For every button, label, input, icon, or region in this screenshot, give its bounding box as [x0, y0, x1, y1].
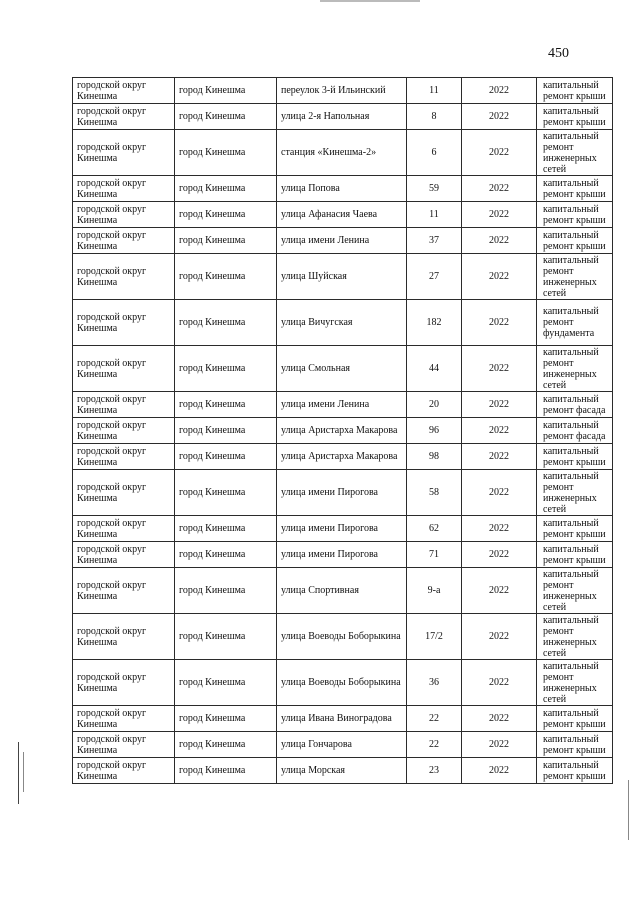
cell-municipality: городской округ Кинешма — [73, 300, 175, 346]
cell-house-number: 96 — [407, 418, 462, 444]
cell-house-number: 20 — [407, 392, 462, 418]
cell-work-type: капитальный ремонт инженерных сетей — [537, 568, 613, 614]
cell-work-type: капитальный ремонт крыши — [537, 732, 613, 758]
table-row — [73, 614, 613, 660]
cell-work-type: капитальный ремонт инженерных сетей — [537, 130, 613, 176]
cell-street: улица Афанасия Чаева — [277, 202, 407, 228]
cell-year: 2022 — [462, 614, 537, 660]
scan-artifact-mark — [23, 752, 24, 792]
cell-year: 2022 — [462, 732, 537, 758]
cell-municipality: городской округ Кинешма — [73, 732, 175, 758]
table-row — [73, 758, 613, 784]
cell-street: улица имени Пирогова — [277, 542, 407, 568]
cell-settlement: город Кинешма — [175, 392, 277, 418]
cell-municipality: городской округ Кинешма — [73, 418, 175, 444]
cell-street: улица имени Пирогова — [277, 470, 407, 516]
cell-house-number: 98 — [407, 444, 462, 470]
cell-settlement: город Кинешма — [175, 660, 277, 706]
table-row — [73, 300, 613, 346]
table-row — [73, 176, 613, 202]
cell-house-number: 182 — [407, 300, 462, 346]
cell-street: улица 2-я Напольная — [277, 104, 407, 130]
cell-municipality: городской округ Кинешма — [73, 78, 175, 104]
cell-year: 2022 — [462, 130, 537, 176]
cell-street: улица Попова — [277, 176, 407, 202]
table-row — [73, 516, 613, 542]
cell-municipality: городской округ Кинешма — [73, 104, 175, 130]
cell-work-type: капитальный ремонт фундамента — [537, 300, 613, 346]
cell-year: 2022 — [462, 470, 537, 516]
cell-work-type: капитальный ремонт крыши — [537, 228, 613, 254]
cell-municipality: городской округ Кинешма — [73, 470, 175, 516]
cell-house-number: 37 — [407, 228, 462, 254]
cell-year: 2022 — [462, 254, 537, 300]
scan-artifact-line — [320, 0, 420, 2]
repair-plan-table — [72, 77, 613, 784]
cell-work-type: капитальный ремонт крыши — [537, 104, 613, 130]
cell-year: 2022 — [462, 176, 537, 202]
cell-house-number: 8 — [407, 104, 462, 130]
cell-year: 2022 — [462, 706, 537, 732]
cell-settlement: город Кинешма — [175, 732, 277, 758]
cell-street: улица Воеводы Боборыкина — [277, 614, 407, 660]
cell-work-type: капитальный ремонт крыши — [537, 176, 613, 202]
cell-municipality: городской округ Кинешма — [73, 516, 175, 542]
table-row — [73, 418, 613, 444]
cell-street: переулок 3-й Ильинский — [277, 78, 407, 104]
cell-work-type: капитальный ремонт крыши — [537, 758, 613, 784]
cell-municipality: городской округ Кинешма — [73, 130, 175, 176]
cell-year: 2022 — [462, 78, 537, 104]
cell-house-number: 59 — [407, 176, 462, 202]
cell-work-type: капитальный ремонт крыши — [537, 444, 613, 470]
cell-year: 2022 — [462, 444, 537, 470]
cell-street: улица Шуйская — [277, 254, 407, 300]
cell-municipality: городской округ Кинешма — [73, 176, 175, 202]
cell-work-type: капитальный ремонт инженерных сетей — [537, 470, 613, 516]
cell-year: 2022 — [462, 516, 537, 542]
cell-municipality: городской округ Кинешма — [73, 614, 175, 660]
table-row — [73, 78, 613, 104]
cell-work-type: капитальный ремонт крыши — [537, 516, 613, 542]
cell-settlement: город Кинешма — [175, 176, 277, 202]
cell-house-number: 27 — [407, 254, 462, 300]
cell-street: улица Воеводы Боборыкина — [277, 660, 407, 706]
cell-year: 2022 — [462, 660, 537, 706]
cell-municipality: городской округ Кинешма — [73, 346, 175, 392]
cell-work-type: капитальный ремонт крыши — [537, 78, 613, 104]
cell-street: улица имени Ленина — [277, 228, 407, 254]
table-row — [73, 392, 613, 418]
scan-artifact-mark — [628, 780, 629, 840]
table-row — [73, 732, 613, 758]
cell-settlement: город Кинешма — [175, 104, 277, 130]
cell-settlement: город Кинешма — [175, 228, 277, 254]
cell-municipality: городской округ Кинешма — [73, 542, 175, 568]
table-row — [73, 470, 613, 516]
table-row — [73, 542, 613, 568]
cell-settlement: город Кинешма — [175, 444, 277, 470]
cell-street: улица Вичугская — [277, 300, 407, 346]
cell-settlement: город Кинешма — [175, 758, 277, 784]
cell-street: улица Гончарова — [277, 732, 407, 758]
cell-year: 2022 — [462, 202, 537, 228]
cell-settlement: город Кинешма — [175, 516, 277, 542]
cell-settlement: город Кинешма — [175, 706, 277, 732]
cell-municipality: городской округ Кинешма — [73, 254, 175, 300]
cell-house-number: 44 — [407, 346, 462, 392]
cell-work-type: капитальный ремонт инженерных сетей — [537, 614, 613, 660]
cell-street: улица имени Ленина — [277, 392, 407, 418]
table-row — [73, 228, 613, 254]
cell-house-number: 11 — [407, 202, 462, 228]
cell-settlement: город Кинешма — [175, 202, 277, 228]
cell-street: улица Аристарха Макарова — [277, 418, 407, 444]
cell-year: 2022 — [462, 568, 537, 614]
cell-year: 2022 — [462, 104, 537, 130]
cell-settlement: город Кинешма — [175, 542, 277, 568]
cell-house-number: 58 — [407, 470, 462, 516]
cell-settlement: город Кинешма — [175, 614, 277, 660]
cell-street: улица имени Пирогова — [277, 516, 407, 542]
cell-house-number: 22 — [407, 706, 462, 732]
cell-municipality: городской округ Кинешма — [73, 444, 175, 470]
cell-street: улица Ивана Виноградова — [277, 706, 407, 732]
cell-municipality: городской округ Кинешма — [73, 202, 175, 228]
cell-street: улица Морская — [277, 758, 407, 784]
cell-settlement: город Кинешма — [175, 418, 277, 444]
cell-house-number: 62 — [407, 516, 462, 542]
cell-house-number: 71 — [407, 542, 462, 568]
cell-year: 2022 — [462, 300, 537, 346]
cell-work-type: капитальный ремонт инженерных сетей — [537, 346, 613, 392]
cell-house-number: 17/2 — [407, 614, 462, 660]
cell-municipality: городской округ Кинешма — [73, 228, 175, 254]
cell-street: улица Спортивная — [277, 568, 407, 614]
cell-street: улица Аристарха Макарова — [277, 444, 407, 470]
cell-house-number: 22 — [407, 732, 462, 758]
cell-work-type: капитальный ремонт инженерных сетей — [537, 660, 613, 706]
cell-settlement: город Кинешма — [175, 346, 277, 392]
cell-settlement: город Кинешма — [175, 254, 277, 300]
table-row — [73, 104, 613, 130]
cell-work-type: капитальный ремонт фасада — [537, 392, 613, 418]
cell-work-type: капитальный ремонт инженерных сетей — [537, 254, 613, 300]
cell-settlement: город Кинешма — [175, 130, 277, 176]
cell-house-number: 23 — [407, 758, 462, 784]
table-row — [73, 444, 613, 470]
cell-house-number: 36 — [407, 660, 462, 706]
cell-street: станция «Кинешма-2» — [277, 130, 407, 176]
cell-year: 2022 — [462, 542, 537, 568]
scan-artifact-mark — [18, 742, 19, 804]
page-number: 450 — [548, 46, 569, 61]
cell-year: 2022 — [462, 346, 537, 392]
cell-house-number: 9-а — [407, 568, 462, 614]
cell-work-type: капитальный ремонт фасада — [537, 418, 613, 444]
table-row — [73, 706, 613, 732]
cell-municipality: городской округ Кинешма — [73, 758, 175, 784]
cell-municipality: городской округ Кинешма — [73, 568, 175, 614]
cell-settlement: город Кинешма — [175, 300, 277, 346]
cell-work-type: капитальный ремонт крыши — [537, 202, 613, 228]
cell-municipality: городской округ Кинешма — [73, 392, 175, 418]
cell-settlement: город Кинешма — [175, 568, 277, 614]
table-row — [73, 660, 613, 706]
cell-house-number: 6 — [407, 130, 462, 176]
table-row — [73, 130, 613, 176]
cell-year: 2022 — [462, 228, 537, 254]
cell-street: улица Смольная — [277, 346, 407, 392]
cell-year: 2022 — [462, 758, 537, 784]
table-row — [73, 346, 613, 392]
cell-municipality: городской округ Кинешма — [73, 660, 175, 706]
cell-settlement: город Кинешма — [175, 470, 277, 516]
cell-work-type: капитальный ремонт крыши — [537, 706, 613, 732]
table-row — [73, 568, 613, 614]
table-row — [73, 202, 613, 228]
cell-work-type: капитальный ремонт крыши — [537, 542, 613, 568]
table-row — [73, 254, 613, 300]
cell-house-number: 11 — [407, 78, 462, 104]
cell-year: 2022 — [462, 418, 537, 444]
cell-municipality: городской округ Кинешма — [73, 706, 175, 732]
cell-settlement: город Кинешма — [175, 78, 277, 104]
cell-year: 2022 — [462, 392, 537, 418]
